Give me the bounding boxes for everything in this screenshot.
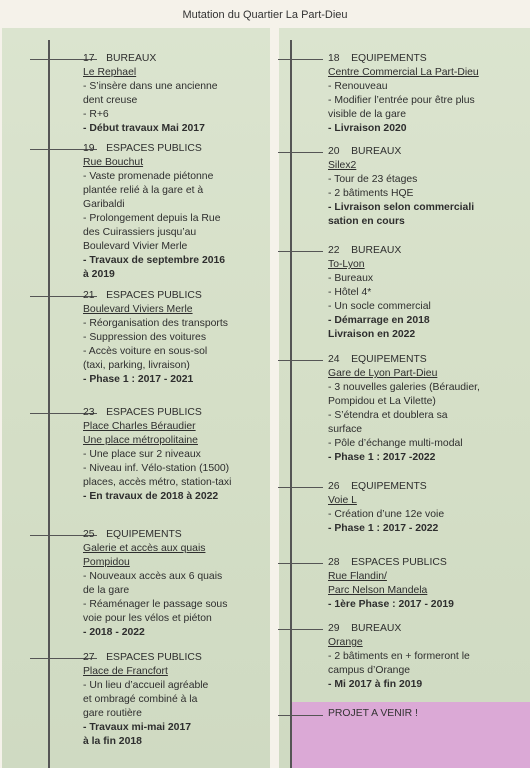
left-project-entry (83, 651, 208, 749)
project-header: 23 ESPACES PUBLICS (83, 407, 202, 418)
right-timeline-line (290, 40, 292, 768)
left-project-entry (83, 406, 231, 504)
project-schedule: - 2018 - 2022 (83, 627, 145, 638)
project-detail: des Cuirassiers jusqu’au (83, 227, 197, 238)
project-schedule: - Livraison selon commerciali (328, 202, 475, 213)
right-timeline-tick (278, 251, 323, 252)
project-schedule: - Travaux de septembre 2016 (83, 255, 226, 266)
project-detail: - Vaste promenade piétonne (83, 171, 214, 182)
project-detail: Garibaldi (83, 199, 125, 210)
project-detail: de la gare (83, 585, 130, 596)
project-detail: - R+6 (83, 109, 109, 120)
project-header: 27 ESPACES PUBLICS (83, 652, 202, 663)
document-title: Mutation du Quartier La Part-Dieu (182, 9, 348, 21)
project-detail: - 2 bâtiments HQE (328, 188, 414, 199)
project-schedule: - Travaux mi-mai 2017 (83, 722, 192, 733)
project-detail: - Bureaux (328, 273, 374, 284)
project-detail: - Tour de 23 étages (328, 174, 418, 185)
project-detail: - Un socle commercial (328, 301, 431, 312)
project-name: Rue Flandin/ (328, 571, 387, 582)
project-detail: - S’étendra et doublera sa (328, 410, 448, 421)
right-timeline-tick (278, 487, 323, 488)
project-detail: (taxi, parking, livraison) (83, 360, 190, 371)
right-timeline-tick (278, 152, 323, 153)
project-header: 24 EQUIPEMENTS (328, 354, 427, 365)
project-schedule: - Phase 1 : 2017 -2022 (328, 452, 436, 463)
project-name: Orange (328, 637, 363, 648)
project-header: 18 EQUIPEMENTS (328, 53, 427, 64)
right-project-entry (328, 52, 479, 136)
project-header: 19 ESPACES PUBLICS (83, 143, 202, 154)
project-schedule: - Livraison 2020 (328, 123, 407, 134)
project-name: Place de Francfort (83, 666, 168, 677)
project-schedule: Livraison en 2022 (328, 329, 416, 340)
right-project-entry (328, 556, 454, 612)
project-name: Le Rephael (83, 67, 137, 78)
right-timeline-tick (278, 360, 323, 361)
right-project-entry (328, 480, 444, 536)
project-detail: - Prolongement depuis la Rue (83, 213, 221, 224)
project-name: Boulevard Viviers Merle (83, 304, 193, 315)
project-name: Une place métropolitaine (83, 435, 198, 446)
project-detail: - 2 bâtiments en + formeront le (328, 651, 470, 662)
project-detail: - Hôtel 4* (328, 287, 372, 298)
project-schedule: - En travaux de 2018 à 2022 (83, 491, 219, 502)
project-detail: visible de la gare (328, 109, 406, 120)
project-schedule: - Mi 2017 à fin 2019 (328, 679, 423, 690)
project-detail: - Création d’une 12e voie (328, 509, 445, 520)
project-schedule: - Phase 1 : 2017 - 2022 (328, 523, 439, 534)
project-detail: plantée relié à la gare et à (83, 185, 204, 196)
project-schedule: - Phase 1 : 2017 - 2021 (83, 374, 194, 385)
project-detail: Pompidou et La Vilette) (328, 396, 436, 407)
project-detail: - Niveau inf. Vélo-station (1500) (83, 463, 230, 474)
project-detail: campus d’Orange (328, 665, 411, 676)
project-detail: - Réorganisation des transports (83, 318, 228, 329)
project-detail: - Suppression des voitures (83, 332, 207, 343)
project-header: 22 BUREAUX (328, 245, 402, 256)
right-project-entry (328, 244, 431, 342)
left-project-entry (83, 528, 227, 640)
project-schedule: - 1ère Phase : 2017 - 2019 (328, 599, 454, 610)
project-detail: - Nouveaux accès aux 6 quais (83, 571, 223, 582)
right-project-entry (328, 353, 480, 465)
right-project-entry (328, 145, 474, 229)
project-detail: - 3 nouvelles galeries (Béraudier, (328, 382, 480, 393)
project-name: Rue Bouchut (83, 157, 144, 168)
right-timeline-tick (278, 629, 323, 630)
project-header: 20 BUREAUX (328, 146, 402, 157)
project-header: 28 ESPACES PUBLICS (328, 557, 447, 568)
project-detail: surface (328, 424, 363, 435)
project-schedule: - Démarrage en 2018 (328, 315, 430, 326)
left-project-entry (83, 289, 228, 387)
project-name: Silex2 (328, 160, 357, 171)
project-detail: places, accès métro, station-taxi (83, 477, 232, 488)
future-project-label: PROJET A VENIR ! (328, 708, 418, 719)
project-detail: et ombragé combiné à la (83, 694, 198, 705)
project-header: 17 BUREAUX (83, 53, 157, 64)
project-header: 25 EQUIPEMENTS (83, 529, 182, 540)
project-name: Gare de Lyon Part-Dieu (328, 368, 438, 379)
project-header: 26 EQUIPEMENTS (328, 481, 427, 492)
project-name: Parc Nelson Mandela (328, 585, 428, 596)
project-detail: - Renouveau (328, 81, 388, 92)
project-schedule: sation en cours (328, 216, 405, 227)
project-name: To-Lyon (328, 259, 365, 270)
right-timeline-tick (278, 59, 323, 60)
project-detail: voie pour les vélos et piéton (83, 613, 212, 624)
project-name: Voie L (328, 495, 357, 506)
project-name: Galerie et accès aux quais (83, 543, 206, 554)
project-name: Place Charles Béraudier (83, 421, 196, 432)
project-detail: Boulevard Vivier Merle (83, 241, 188, 252)
project-detail: gare routière (83, 708, 142, 719)
project-detail: - Pôle d’échange multi-modal (328, 438, 463, 449)
project-schedule: - Début travaux Mai 2017 (83, 123, 205, 134)
project-name: Centre Commercial La Part-Dieu (328, 67, 479, 78)
left-project-entry (83, 52, 218, 136)
left-project-entry (83, 142, 225, 282)
right-timeline-tick (278, 715, 323, 716)
project-schedule: à la fin 2018 (83, 736, 142, 747)
project-detail: dent creuse (83, 95, 138, 106)
project-detail: - Réaménager le passage sous (83, 599, 228, 610)
project-header: 21 ESPACES PUBLICS (83, 290, 202, 301)
project-header: 29 BUREAUX (328, 623, 402, 634)
project-detail: - Une place sur 2 niveaux (83, 449, 201, 460)
project-detail: - Un lieu d’accueil agréable (83, 680, 209, 691)
project-detail: - Accès voiture en sous-sol (83, 346, 208, 357)
project-schedule: à 2019 (83, 269, 115, 280)
project-detail: - S’insère dans une ancienne (83, 81, 218, 92)
right-project-entry (328, 622, 470, 692)
right-timeline-tick (278, 563, 323, 564)
project-detail: - Modifier l’entrée pour être plus (328, 95, 475, 106)
project-name: Pompidou (83, 557, 130, 568)
